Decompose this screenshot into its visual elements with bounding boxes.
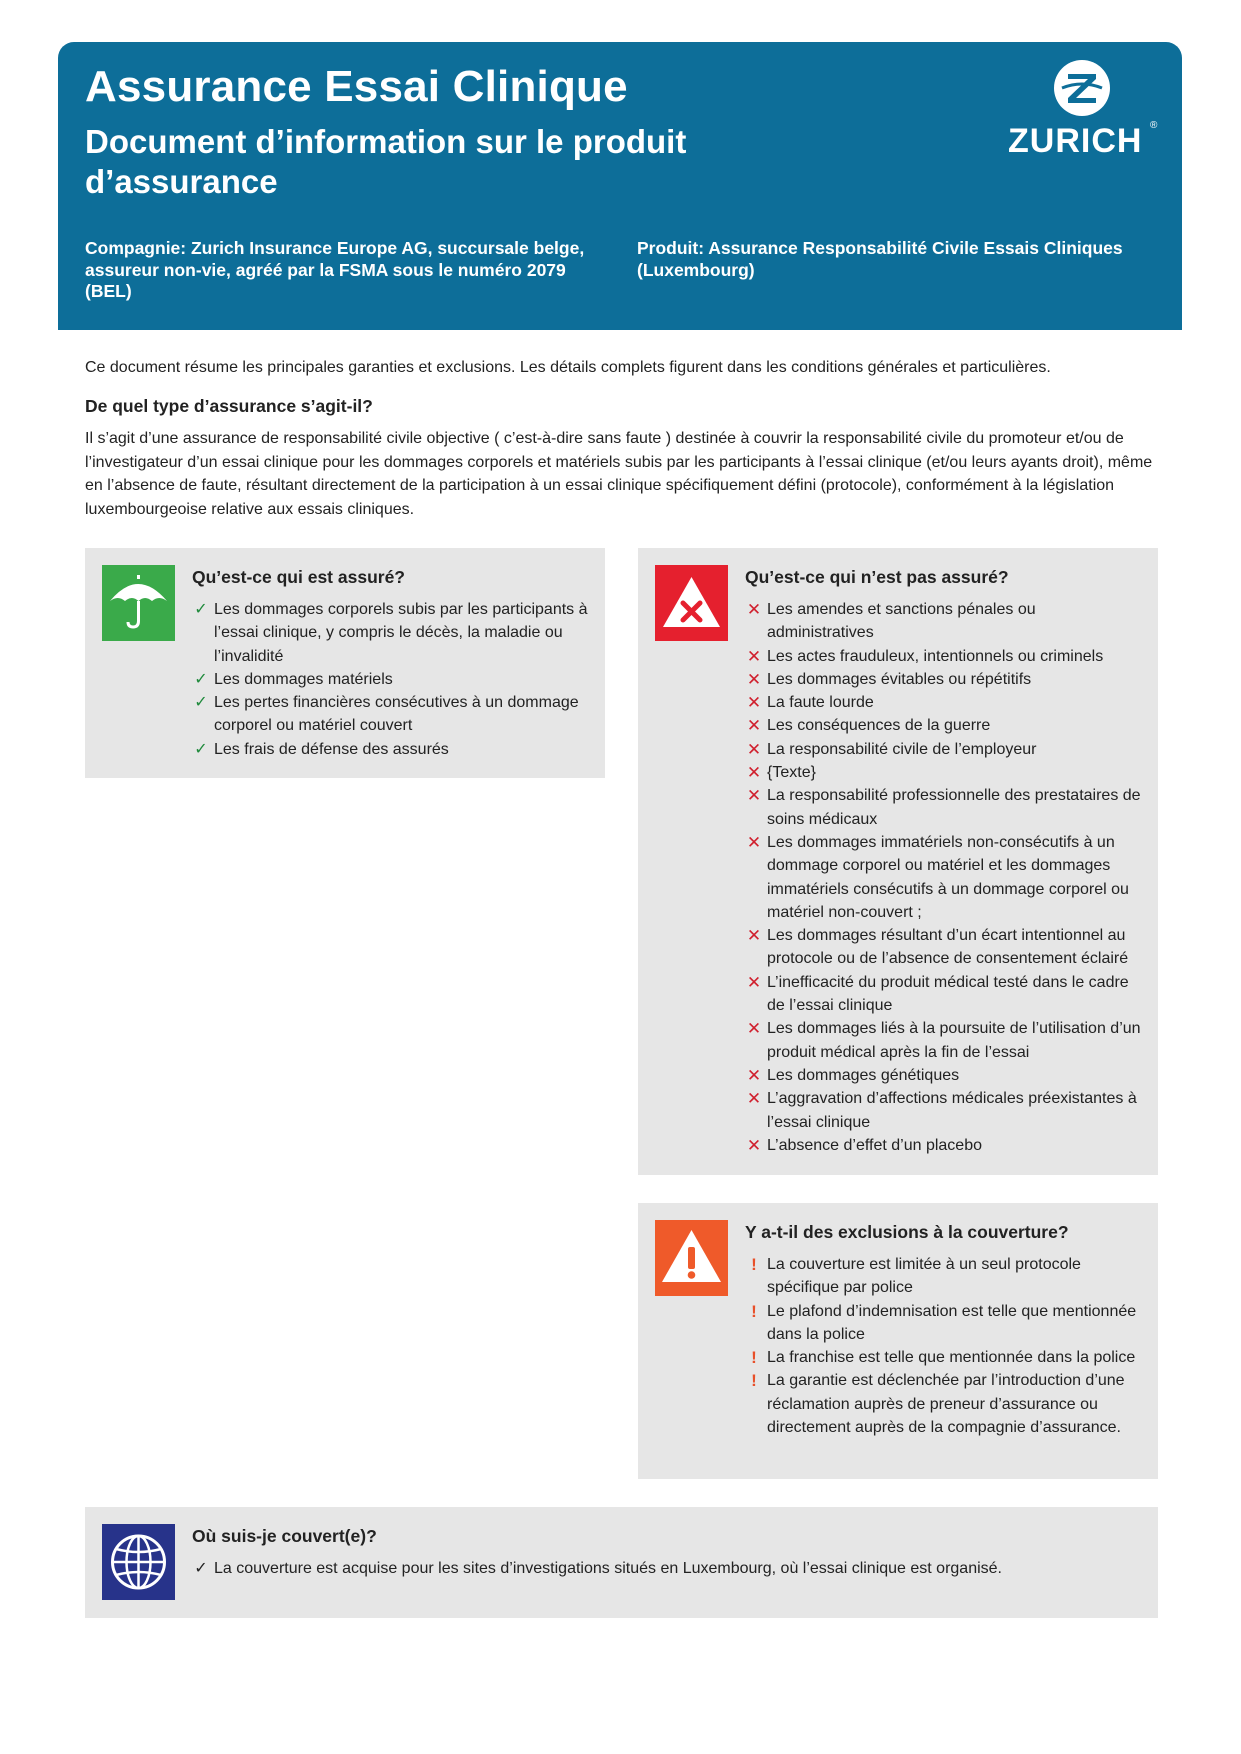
list-item: ✕ La responsabilité civile de l’employeur (745, 738, 1145, 761)
list-item: ! Le plafond d’indemnisation est telle que mentionnée dans la police (745, 1300, 1145, 1347)
list-item: ✕ La faute lourde (745, 691, 1145, 714)
covered-list (192, 598, 592, 761)
globe-icon (102, 1524, 175, 1600)
list-item: ✕ Les dommages évitables ou répétitifs (745, 668, 1145, 691)
covered-box (85, 548, 605, 778)
exclamation-icon: ! (751, 1371, 757, 1391)
list-item: ✕ Les dommages résultant d’un écart intentionnel au protocole ou de l’absence de consentement éclairé (746, 926, 1129, 968)
header-banner (58, 42, 1182, 330)
check-icon: ✓ (194, 670, 208, 688)
intro-text: Ce document résume les principales garanties et exclusions. Les détails complets figurent dans les conditions générales et particulières. (85, 359, 1051, 376)
list-item: ✕ L’absence d’effet d’un placebo (745, 1134, 1145, 1157)
product-info: Produit: Assurance Responsabilité Civile Essais Cliniques (Luxembourg) (637, 238, 1123, 280)
type-body: Il s’agit d’une assurance de responsabilité civile objective ( c’est-à-dire sans faute ) destinée à couvrir la responsabilité civile du promoteur et/ou de l’investigateur d’un essai clinique pour les dommages corporels et matériels subis par les participants à l’essai clinique (et/ou leurs ayants droit), même en l’absence de faute, résultant directement de la participation à un essai clinique spécifiquement défini (protocole), conformément à la législation luxembourgeoise relative aux essais cliniques. (85, 430, 1153, 518)
list-item: ✓ Les frais de défense des assurés (192, 738, 592, 761)
list-item: ✕ Les dommages génétiques (745, 1064, 1145, 1087)
list-item: ✕ Les dommages liés à la poursuite de l’utilisation d’un produit médical après la fin de l’essai (746, 1019, 1141, 1061)
cross-icon: ✕ (746, 786, 762, 806)
exclamation-icon: ! (751, 1301, 757, 1321)
check-icon: ✓ (194, 740, 208, 758)
list-item: ✕ La responsabilité professionnelle des prestataires de soins médicaux (746, 786, 1141, 828)
list-item: ✕ L’aggravation d’affections médicales préexistantes à l’essai clinique (746, 1089, 1137, 1131)
cross-icon: ✕ (746, 832, 762, 852)
list-item: ✕ Les conséquences de la guerre (745, 714, 1145, 737)
triangle-x-icon (655, 565, 728, 641)
list-item: ! La garantie est déclenchée par l’introduction d’une réclamation auprès de preneur d’assurance ou directement auprès de la compagnie d’assurance. (745, 1369, 1145, 1439)
list-item: ✕ Les actes frauduleux, intentionnels ou criminels (745, 645, 1145, 668)
list-item: ✕ {Texte} (745, 761, 1145, 784)
cross-icon: ✕ (746, 1089, 762, 1109)
list-item: ✓ Les dommages corporels subis par les participants à l’essai clinique, y compris le décès, la maladie ou l’invalidité (192, 598, 592, 668)
cross-icon: ✕ (746, 693, 762, 713)
registered-mark: ® (1150, 120, 1158, 131)
zurich-logo-text: ZURICH (1008, 122, 1143, 160)
coverage-area-heading: Où suis-je couvert(e)? (192, 1526, 377, 1546)
page-title: Assurance Essai Clinique (85, 62, 628, 111)
zurich-logo (978, 58, 1168, 168)
cross-icon: ✕ (746, 716, 762, 736)
exclusions-box (638, 1203, 1158, 1479)
list-item: ! La couverture est limitée à un seul protocole spécifique par police (745, 1253, 1145, 1300)
company-info: Compagnie: Zurich Insurance Europe AG, succursale belge, assureur non-vie, agréé par la FSMA sous le numéro 2079 (BEL) (85, 238, 585, 301)
check-icon: ✓ (194, 601, 208, 618)
coverage-area-list (192, 1557, 1142, 1580)
not-covered-list (745, 598, 1145, 1157)
cross-icon: ✕ (746, 1019, 762, 1039)
exclusions-heading: Y a-t-il des exclusions à la couverture? (745, 1222, 1069, 1242)
cross-icon: ✕ (746, 1135, 762, 1155)
cross-icon: ✕ (746, 669, 762, 689)
list-item: ✓ La couverture est acquise pour les sites d’investigations situés en Luxembourg, où l’essai clinique est organisé. (192, 1557, 1142, 1580)
covered-heading: Qu’est-ce qui est assuré? (192, 567, 405, 587)
check-icon: ✓ (194, 1560, 208, 1577)
warning-icon (655, 1220, 728, 1296)
list-item: ! La franchise est telle que mentionnée dans la police (745, 1346, 1145, 1369)
cross-icon: ✕ (746, 972, 762, 992)
umbrella-icon (102, 565, 175, 641)
type-heading: De quel type d’assurance s’agit-il? (85, 396, 373, 416)
page-subtitle: Document d’information sur le produit d’assurance (85, 123, 687, 200)
exclusions-list (745, 1253, 1145, 1439)
cross-icon: ✕ (746, 646, 762, 666)
cross-icon: ✕ (746, 763, 762, 783)
list-item: ✕ Les amendes et sanctions pénales ou administratives (746, 600, 1036, 642)
exclamation-icon: ! (751, 1255, 757, 1274)
cross-icon: ✕ (746, 739, 762, 759)
list-item: ✕ Les dommages immatériels non-consécutifs à un dommage corporel ou matériel et les dommages immatériels consécutifs à un dommage corporel ou matériel non-couvert ; (746, 832, 1129, 921)
not-covered-box (638, 548, 1158, 1175)
list-item: ✕ L’inefficacité du produit médical testé dans le cadre de l’essai clinique (746, 972, 1129, 1015)
exclamation-icon: ! (751, 1348, 757, 1368)
list-item: ✓ Les pertes financières consécutives à un dommage corporel ou matériel couvert (192, 691, 592, 738)
cross-icon: ✕ (746, 1065, 762, 1085)
coverage-area-box (85, 1507, 1158, 1618)
list-item: ✓ Les dommages matériels (192, 668, 592, 691)
not-covered-heading: Qu’est-ce qui n’est pas assuré? (745, 567, 1009, 587)
cross-icon: ✕ (746, 926, 762, 946)
cross-icon: ✕ (746, 600, 762, 619)
check-icon: ✓ (194, 694, 208, 712)
